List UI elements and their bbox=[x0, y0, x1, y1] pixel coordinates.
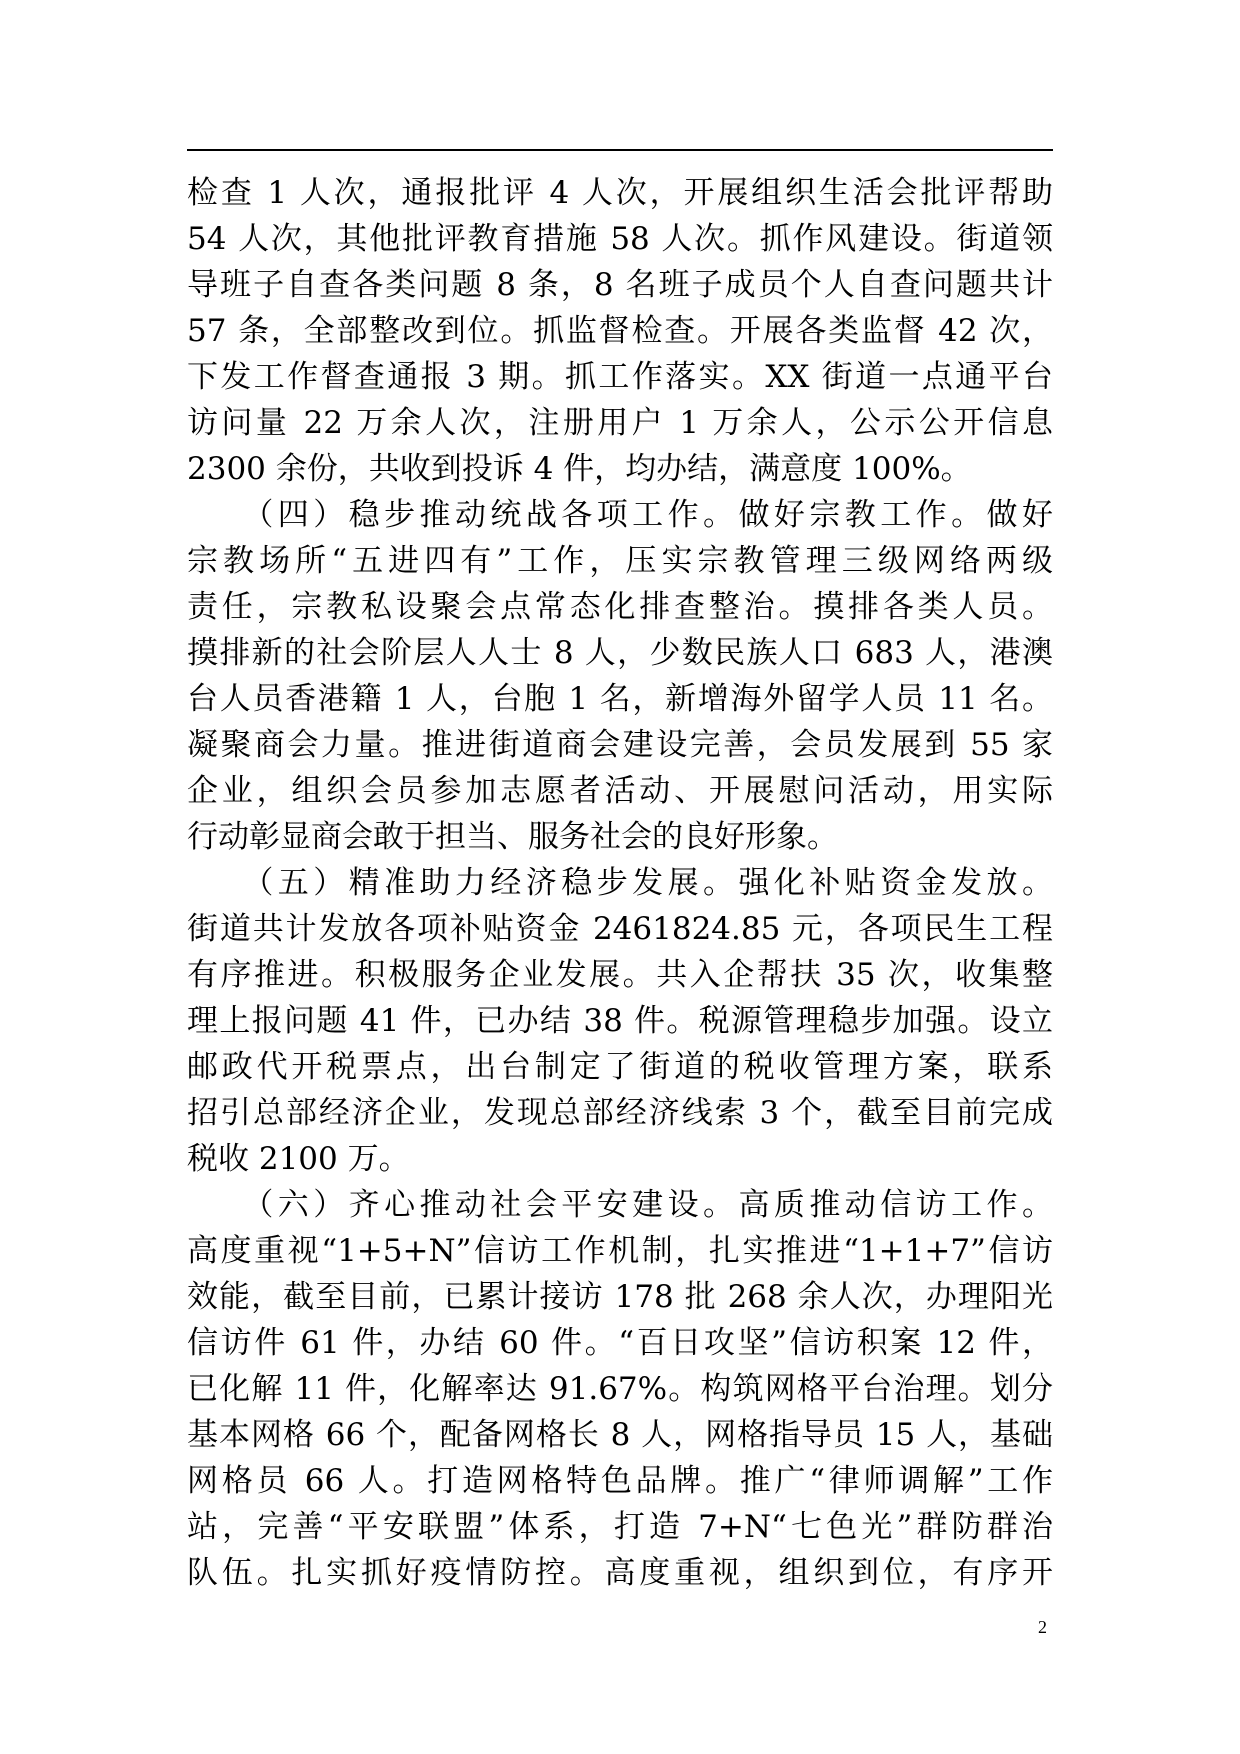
text-line: 企业，组织会员参加志愿者活动、开展慰问活动，用实际 bbox=[187, 773, 1053, 809]
text-line: 邮政代开税票点，出台制定了街道的税收管理方案，联系 bbox=[187, 1049, 1053, 1085]
text-line: 下发工作督查通报 3 期。抓工作落实。XX 街道一点通平台 bbox=[187, 359, 1053, 395]
text-line: 检查 1 人次，通报批评 4 人次，开展组织生活会批评帮助 bbox=[187, 175, 1053, 211]
text-line: 网格员 66 人。打造网格特色品牌。推广“律师调解”工作 bbox=[187, 1463, 1053, 1499]
page-number: 2 bbox=[1038, 1617, 1047, 1637]
text-line: 高度重视“1+5+N”信访工作机制，扎实推进“1+1+7”信访 bbox=[187, 1233, 1053, 1269]
text-line: 54 人次，其他批评教育措施 58 人次。抓作风建设。街道领 bbox=[187, 221, 1053, 257]
text-line: 责任，宗教私设聚会点常态化排查整治。摸排各类人员。 bbox=[187, 589, 1053, 625]
text-line: 导班子自查各类问题 8 条，8 名班子成员个人自查问题共计 bbox=[187, 267, 1053, 303]
text-line: 效能，截至目前，已累计接访 178 批 268 余人次，办理阳光 bbox=[187, 1279, 1053, 1315]
text-line: 台人员香港籍 1 人，台胞 1 名，新增海外留学人员 11 名。 bbox=[187, 681, 1053, 717]
text-line: 理上报问题 41 件，已办结 38 件。税源管理稳步加强。设立 bbox=[187, 1003, 1053, 1039]
text-line: 招引总部经济企业，发现总部经济线索 3 个，截至目前完成 bbox=[187, 1095, 1053, 1131]
document-body bbox=[187, 170, 1053, 1596]
text-line: 2300 余份，共收到投诉 4 件，均办结，满意度 100%。 bbox=[187, 451, 972, 487]
text-line: 街道共计发放各项补贴资金 2461824.85 元，各项民生工程 bbox=[187, 911, 1053, 947]
section-heading-line: （六）齐心推动社会平安建设。高质推动信访工作。 bbox=[187, 1187, 1053, 1223]
section-heading-line: （五）精准助力经济稳步发展。强化补贴资金发放。 bbox=[187, 865, 1053, 901]
text-line: 凝聚商会力量。推进街道商会建设完善，会员发展到 55 家 bbox=[187, 727, 1053, 763]
text-line: 访问量 22 万余人次，注册用户 1 万余人，公示公开信息 bbox=[187, 405, 1053, 441]
text-line: 57 条，全部整改到位。抓监督检查。开展各类监督 42 次， bbox=[187, 313, 1053, 349]
text-line: 有序推进。积极服务企业发展。共入企帮扶 35 次，收集整 bbox=[187, 957, 1053, 993]
section-heading-line: （四）稳步推动统战各项工作。做好宗教工作。做好 bbox=[187, 497, 1053, 533]
text-line: 宗教场所“五进四有”工作，压实宗教管理三级网络两级 bbox=[187, 543, 1053, 579]
text-line: 行动彰显商会敢于担当、服务社会的良好形象。 bbox=[187, 819, 838, 855]
text-line: 基本网格 66 个，配备网格长 8 人，网格指导员 15 人，基础 bbox=[187, 1417, 1053, 1453]
text-line: 税收 2100 万。 bbox=[187, 1141, 410, 1177]
text-line: 队伍。扎实抓好疫情防控。高度重视，组织到位，有序开 bbox=[187, 1555, 1053, 1591]
text-line: 站，完善“平安联盟”体系，打造 7+N“七色光”群防群治 bbox=[187, 1509, 1053, 1545]
text-line: 已化解 11 件，化解率达 91.67%。构筑网格平台治理。划分 bbox=[187, 1371, 1053, 1407]
header-rule bbox=[187, 149, 1053, 151]
text-line: 摸排新的社会阶层人人士 8 人，少数民族人口 683 人，港澳 bbox=[187, 635, 1053, 671]
text-line: 信访件 61 件，办结 60 件。“百日攻坚”信访积案 12 件， bbox=[187, 1325, 1053, 1361]
